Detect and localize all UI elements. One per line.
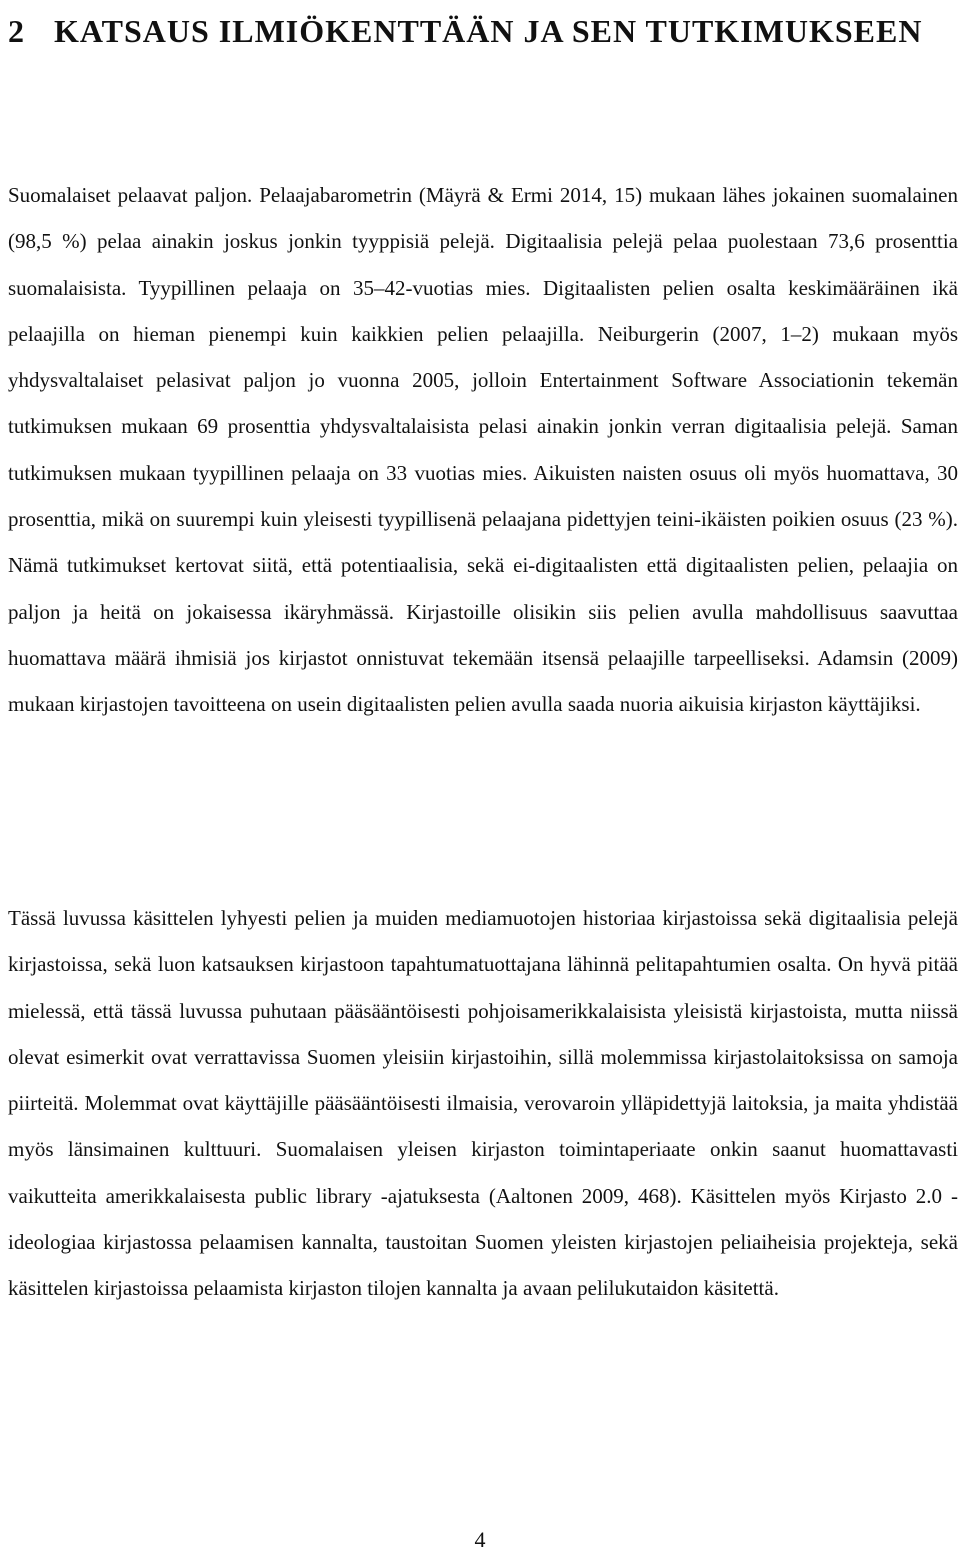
- body-paragraph-2: Tässä luvussa käsittelen lyhyesti pelien ja muiden mediamuotojen historiaa kirjastoissa sekä digitaalisia pelejä kirjastoissa, sekä luon katsauksen kirjastoon tapahtumatuottajana lähinnä pelitapahtumien osalta. On hyvä pitää mielessä, että tässä luvussa puhutaan pääsääntöisesti pohjoisamerikkalaisista yleisistä kirjastoista, mutta niissä olevat esimerkit ovat verrattavissa Suomen yleisiin kirjastoihin, sillä molemmissa kirjastolaitoksissa on samoja piirteitä. Molemmat ovat käyttäjille pääsääntöisesti ilmaisia, verovaroin ylläpidettyjä laitoksia, ja maita yhdistää myös länsimainen kulttuuri. Suomalaisen yleisen kirjaston toimintaperiaate onkin saanut huomattavasti vaikutteita amerikkalaisesta public library -ajatuksesta (Aaltonen 2009, 468). Käsittelen myös Kirjasto 2.0 -ideologiaa kirjastossa pelaamisen kannalta, taustoitan Suomen yleisten kirjastojen peliaiheisia projekteja, sekä käsittelen kirjastoissa pelaamista kirjaston tilojen kannalta ja avaan pelilukutaidon käsitettä.: [8, 906, 958, 1301]
- chapter-number: 2: [8, 13, 24, 49]
- body-paragraph-1: Suomalaiset pelaavat paljon. Pelaajabarometrin (Mäyrä & Ermi 2014, 15) mukaan lähes jokainen suomalainen (98,5 %) pelaa ainakin joskus jonkin tyyppisiä pelejä. Digitaalisia pelejä pelaa puolestaan 73,6 prosenttia suomalaisista. Tyypillinen pelaaja on 35–42-vuotias mies. Digitaalisten pelien osalta keskimääräinen ikä pelaajilla on hieman pienempi kuin kaikkien pelien pelaajilla. Neiburgerin (2007, 1–2) mukaan myös yhdysvaltalaiset pelasivat paljon jo vuonna 2005, jolloin Entertainment Software Associationin tekemän tutkimuksen mukaan 69 prosenttia yhdysvaltalaisista pelasi ainakin jonkin verran digitaalisia pelejä. Saman tutkimuksen mukaan tyypillinen pelaaja on 33 vuotias mies. Aikuisten naisten osuus oli myös huomattava, 30 prosenttia, mikä on suurempi kuin yleisesti tyypillisenä pelaajana pidettyjen teini-ikäisten poikien osuus (23 %). Nämä tutkimukset kertovat siitä, että potentiaalisia, sekä ei-digitaalisten että digitaalisten pelien, pelaajia on paljon ja heitä on jokaisessa ikäryhmässä. Kirjastoille olisikin siis pelien avulla mahdollisuus saavuttaa huomattava määrä ihmisiä jos kirjastot onnistuvat tekemään itsensä pelaajille tarpeelliseksi. Adamsin (2009) mukaan kirjastojen tavoitteena on usein digitaalisten pelien avulla saada nuoria aikuisia kirjaston käyttäjiksi.: [8, 183, 958, 717]
- page-number: 4: [474, 1527, 486, 1552]
- chapter-title: KATSAUS ILMIÖKENTTÄÄN JA SEN TUTKIMUKSEEN: [54, 13, 923, 49]
- chapter-heading: [8, 4, 958, 58]
